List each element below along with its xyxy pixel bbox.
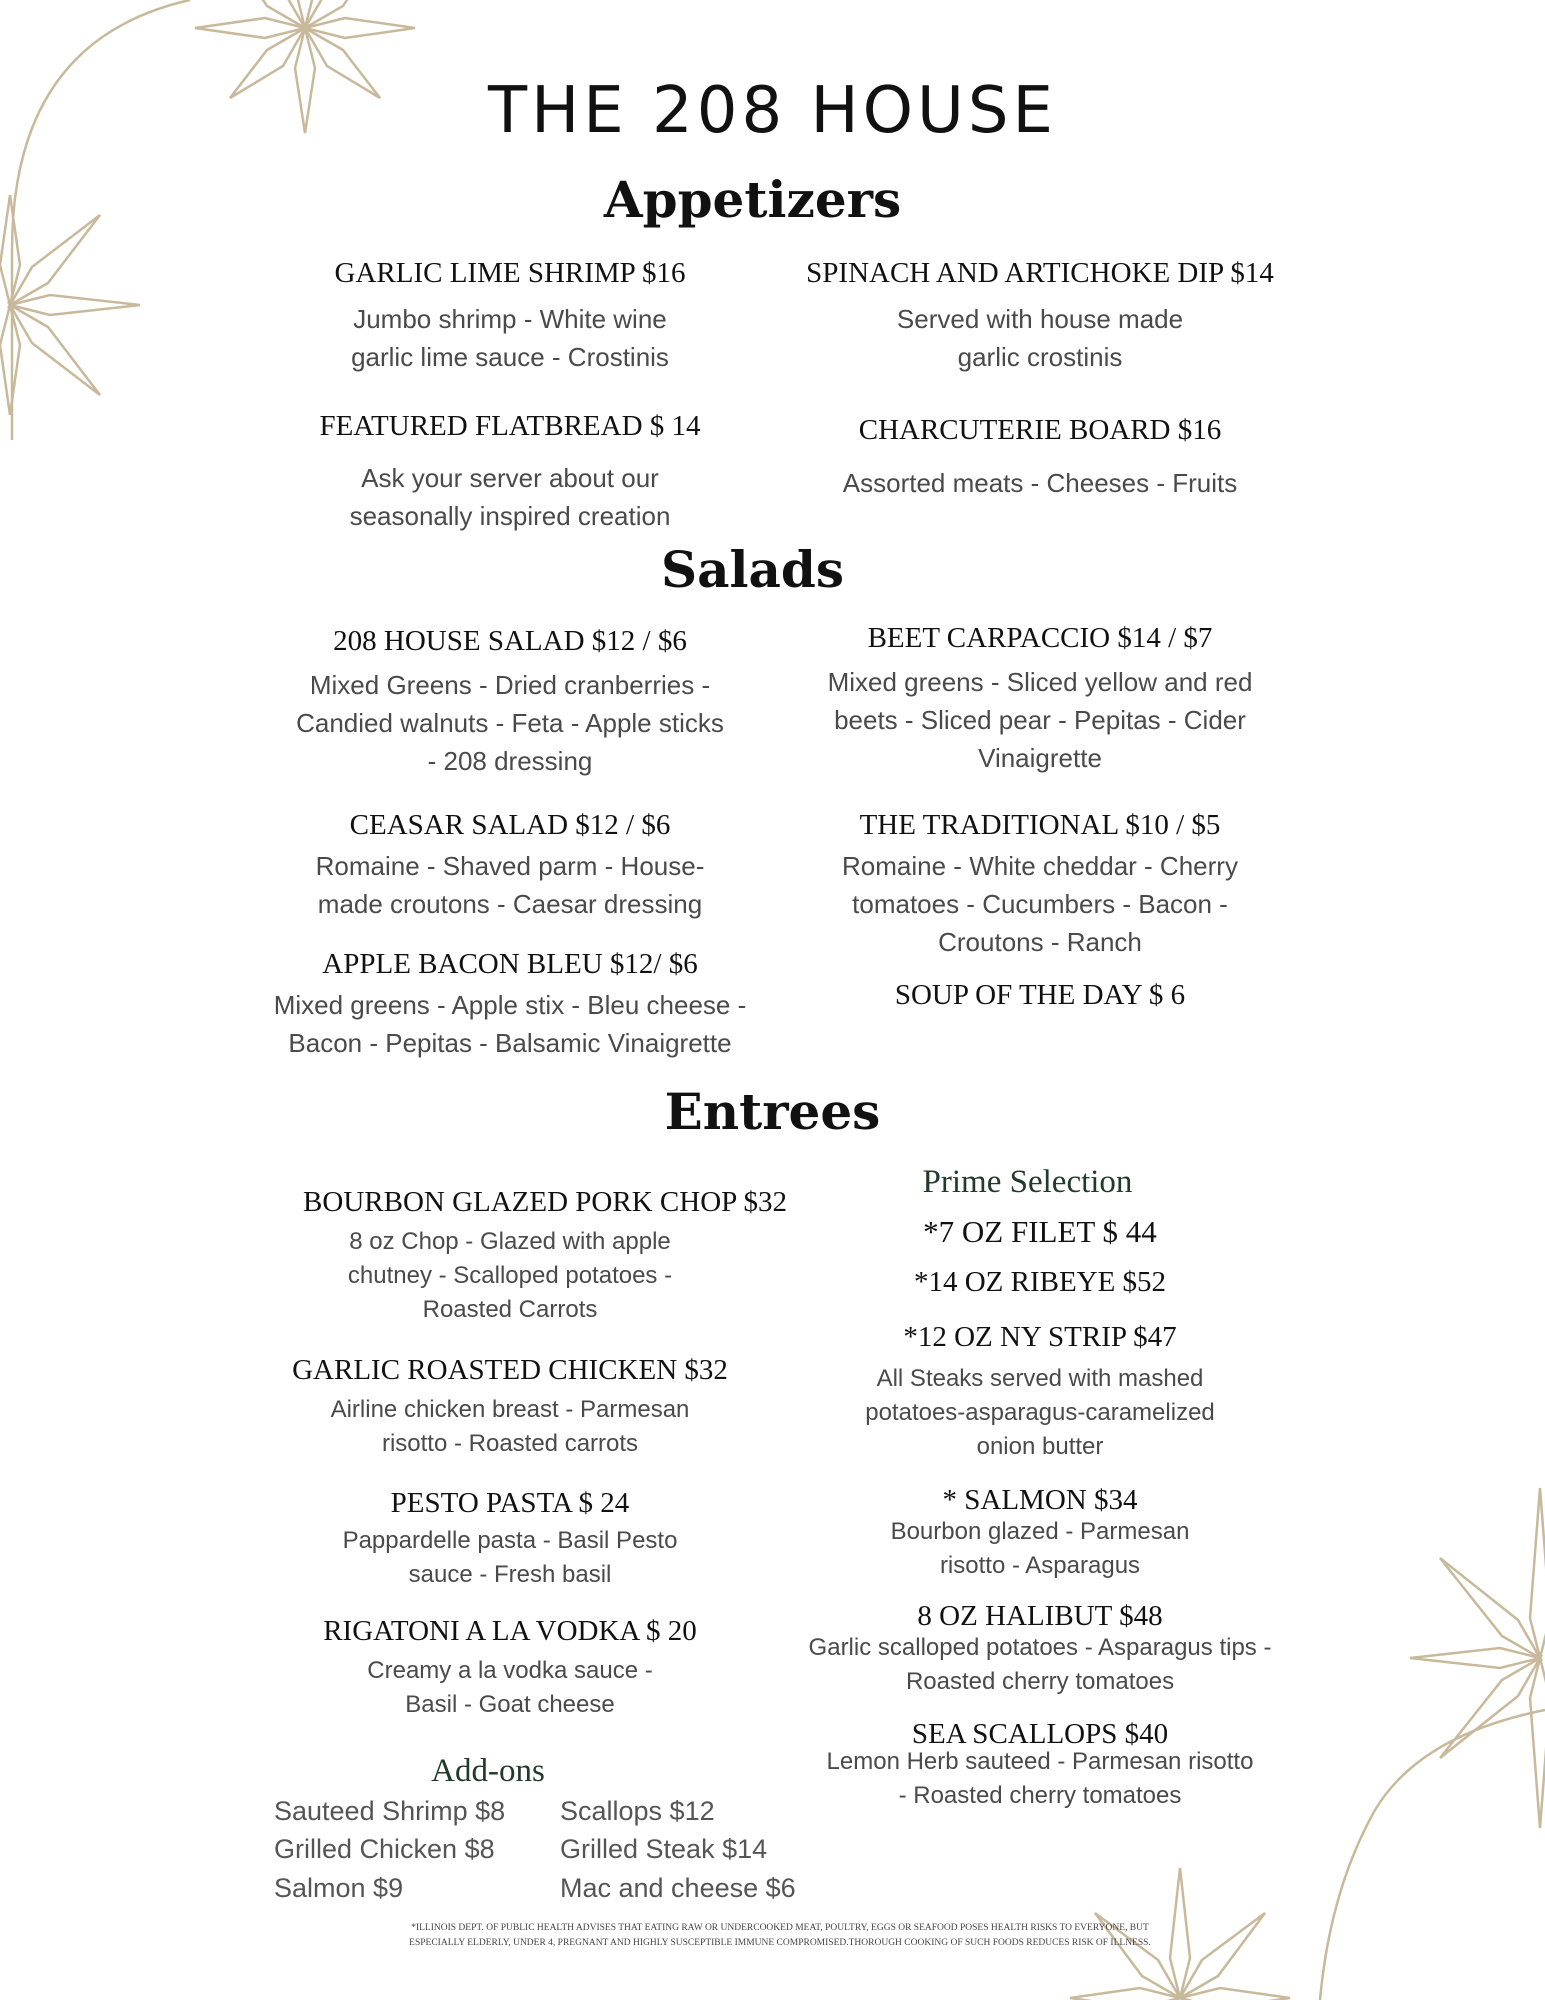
menu-item-name: GARLIC ROASTED CHICKEN $32 bbox=[292, 1354, 728, 1386]
menu-item-description: 8 oz Chop - Glazed with apple chutney - Scalloped potatoes - Roasted Carrots bbox=[347, 1228, 673, 1323]
section-heading-salads: Salads bbox=[660, 540, 844, 599]
steak-item: *12 OZ NY STRIP $47 bbox=[903, 1321, 1177, 1353]
menu-item-name: RIGATONI A LA VODKA $ 20 bbox=[323, 1615, 697, 1647]
menu-item-name: SEA SCALLOPS $40 bbox=[911, 1718, 1169, 1750]
health-disclaimer: *ILLINOIS DEPT. OF PUBLIC HEALTH ADVISES THAT EATING RAW OR UNDERCOOKED MEAT, POULTRY, EGGS OR SEAFOOD POSES HEALTH RISKS TO EVERYONE, BUT ESPECIALLY ELDERLY, UNDER 4, PREGNANT AND HIGHLY SUSCEPTIBLE IMMUNE COMPROMISED.THOROUGH COOKING OF SUCH FOODS REDUCES RISK OF ILLNESS. bbox=[409, 1923, 1151, 1948]
section-heading-entrees: Entrees bbox=[664, 1082, 881, 1141]
menu-item-name: APPLE BACON BLEU $12/ $6 bbox=[322, 948, 698, 980]
menu-item-name: THE TRADITIONAL $10 / $5 bbox=[859, 809, 1221, 841]
menu-item-name: FEATURED FLATBREAD $ 14 bbox=[319, 410, 701, 442]
menu-item-description: Served with house made garlic crostinis bbox=[896, 304, 1184, 372]
addons-heading: Add-ons bbox=[431, 1753, 545, 1789]
menu-item-description: Jumbo shrimp - White wine garlic lime sauce - Crostinis bbox=[351, 304, 669, 372]
addon-item: Mac and cheese $6 bbox=[560, 1873, 796, 1903]
menu-item-name: * SALMON $34 bbox=[942, 1484, 1138, 1516]
menu-item-description: Garlic scalloped potatoes - Asparagus tips - Roasted cherry tomatoes bbox=[808, 1634, 1272, 1695]
menu-item-description: Assorted meats - Cheeses - Fruits bbox=[842, 468, 1238, 498]
restaurant-name: THE 208 HOUSE bbox=[488, 74, 1057, 148]
addon-item: Grilled Steak $14 bbox=[560, 1834, 768, 1864]
menu-item-name: CHARCUTERIE BOARD $16 bbox=[858, 414, 1222, 446]
section-heading-appetizers: Appetizers bbox=[603, 170, 902, 229]
menu-item-name: GARLIC LIME SHRIMP $16 bbox=[334, 257, 686, 289]
menu-item-name: SOUP OF THE DAY $ 6 bbox=[894, 979, 1186, 1011]
menu-item-description: Airline chicken breast - Parmesan risotto - Roasted carrots bbox=[330, 1396, 690, 1457]
addon-item: Sauteed Shrimp $8 bbox=[274, 1796, 506, 1826]
menu-item-description: Mixed greens - Sliced yellow and red beets - Sliced pear - Pepitas - Cider Vinaigrette bbox=[827, 667, 1253, 773]
menu-item-description: Romaine - Shaved parm - House- made croutons - Caesar dressing bbox=[315, 851, 705, 919]
addon-item: Grilled Chicken $8 bbox=[274, 1834, 495, 1864]
menu-item-description: Creamy a la vodka sauce - Basil - Goat cheese bbox=[367, 1657, 653, 1718]
menu-item-name: PESTO PASTA $ 24 bbox=[390, 1487, 630, 1519]
menu-item-description: Pappardelle pasta - Basil Pesto sauce - Fresh basil bbox=[342, 1527, 678, 1588]
arch-line-right bbox=[1320, 1710, 1545, 2000]
star-ornament-right bbox=[1410, 1488, 1545, 1828]
menu-item-name: 208 HOUSE SALAD $12 / $6 bbox=[333, 625, 687, 657]
menu-item-name: SPINACH AND ARTICHOKE DIP $14 bbox=[806, 257, 1274, 289]
steak-note: All Steaks served with mashed potatoes-asparagus-caramelized onion butter bbox=[865, 1365, 1215, 1460]
menu-item-name: 8 OZ HALIBUT $48 bbox=[917, 1600, 1163, 1632]
menu-item-name: BEET CARPACCIO $14 / $7 bbox=[867, 622, 1213, 654]
menu-item-description: Ask your server about our seasonally inspired creation bbox=[349, 463, 671, 531]
prime-selection-heading: Prime Selection bbox=[922, 1164, 1133, 1200]
addon-item: Scallops $12 bbox=[560, 1796, 715, 1826]
menu-item-name: CEASAR SALAD $12 / $6 bbox=[349, 809, 671, 841]
steak-item: *7 OZ FILET $ 44 bbox=[923, 1214, 1157, 1249]
menu-item-description: Lemon Herb sauteed - Parmesan risotto - Roasted cherry tomatoes bbox=[826, 1748, 1254, 1809]
menu-item-name: BOURBON GLAZED PORK CHOP $32 bbox=[303, 1186, 787, 1218]
menu-item-description: Romaine - White cheddar - Cherry tomatoes - Cucumbers - Bacon - Croutons - Ranch bbox=[842, 851, 1238, 957]
addon-item: Salmon $9 bbox=[274, 1873, 404, 1903]
menu-item-description: Mixed Greens - Dried cranberries - Candied walnuts - Feta - Apple sticks - 208 dressing bbox=[296, 670, 724, 776]
menu-item-description: Bourbon glazed - Parmesan risotto - Asparagus bbox=[890, 1518, 1190, 1579]
menu-item-description: Mixed greens - Apple stix - Bleu cheese - Bacon - Pepitas - Balsamic Vinaigrette bbox=[273, 990, 747, 1058]
steak-item: *14 OZ RIBEYE $52 bbox=[913, 1266, 1167, 1298]
